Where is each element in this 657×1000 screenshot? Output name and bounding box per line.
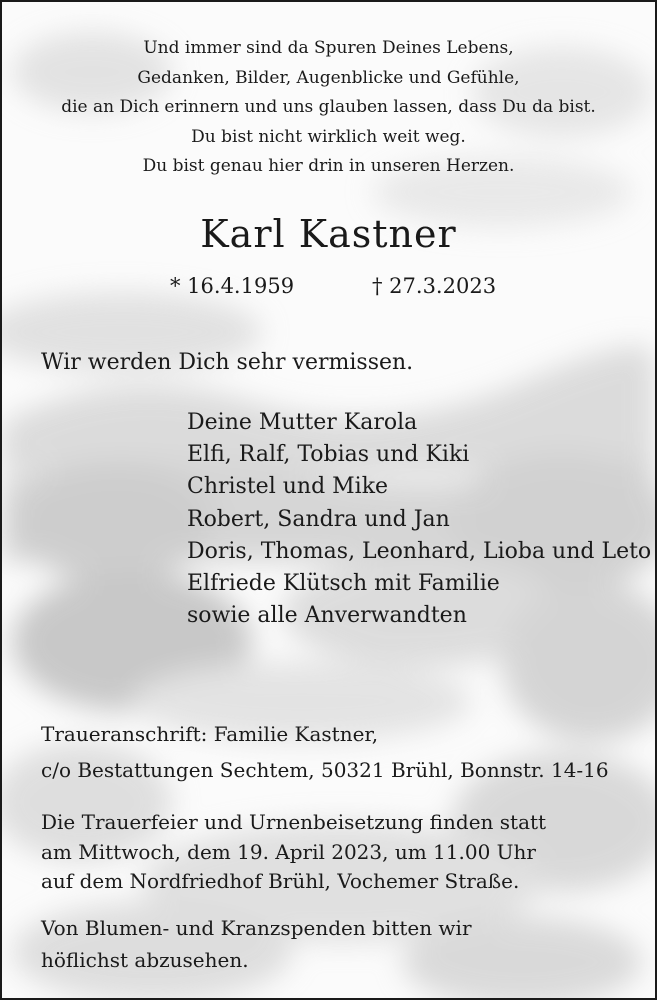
mourner-line: Christel und Mike [187, 474, 389, 500]
ceremony-line: am Mittwoch, dem 19. April 2023, um 11.00 Uhr [41, 839, 536, 864]
poem-line: Gedanken, Bilder, Augenblicke und Gefühle, [137, 67, 520, 88]
mourner-line: Robert, Sandra und Jan [187, 506, 450, 532]
mourning-address [41, 716, 609, 788]
address-line: Traueranschrift: Familie Kastner, [41, 722, 379, 746]
poem-line: Du bist genau hier drin in unseren Herzen. [142, 156, 515, 176]
poem-line: die an Dich erinnern und uns glauben lassen, dass Du da bist. [61, 97, 596, 117]
address-line: c/o Bestattungen Sechtem, 50321 Brühl, Bonnstr. 14-16 [41, 758, 609, 782]
poem-line: Und immer sind da Spuren Deines Lebens, [143, 38, 514, 58]
mourner-line: Elfriede Klütsch mit Familie [187, 571, 500, 597]
mourners-list [187, 407, 651, 632]
ceremony-info [41, 808, 546, 897]
missing-you-line: Wir werden Dich sehr vermissen. [41, 350, 414, 375]
flowers-request [41, 912, 472, 976]
mourner-line: Elfi, Ralf, Tobias und Kiki [187, 442, 470, 468]
mourner-line: sowie alle Anverwandten [187, 603, 467, 629]
flowers-line: höflichst abzusehen. [41, 948, 249, 972]
ceremony-line: auf dem Nordfriedhof Brühl, Vochemer Straße. [41, 869, 520, 893]
memorial-poem [2, 34, 655, 182]
ceremony-line: Die Trauerfeier und Urnenbeisetzung finden statt [41, 810, 547, 834]
mourner-line: Deine Mutter Karola [187, 410, 418, 435]
death-date: † 27.3.2023 [372, 274, 497, 298]
mourner-line: Doris, Thomas, Leonhard, Lioba und Leto [187, 538, 652, 564]
flowers-line: Von Blumen- und Kranzspenden bitten wir [41, 916, 472, 940]
deceased-name: Karl Kastner [200, 212, 457, 256]
poem-line: Du bist nicht wirklich weit weg. [191, 126, 466, 147]
birth-date: * 16.4.1959 [170, 274, 295, 298]
